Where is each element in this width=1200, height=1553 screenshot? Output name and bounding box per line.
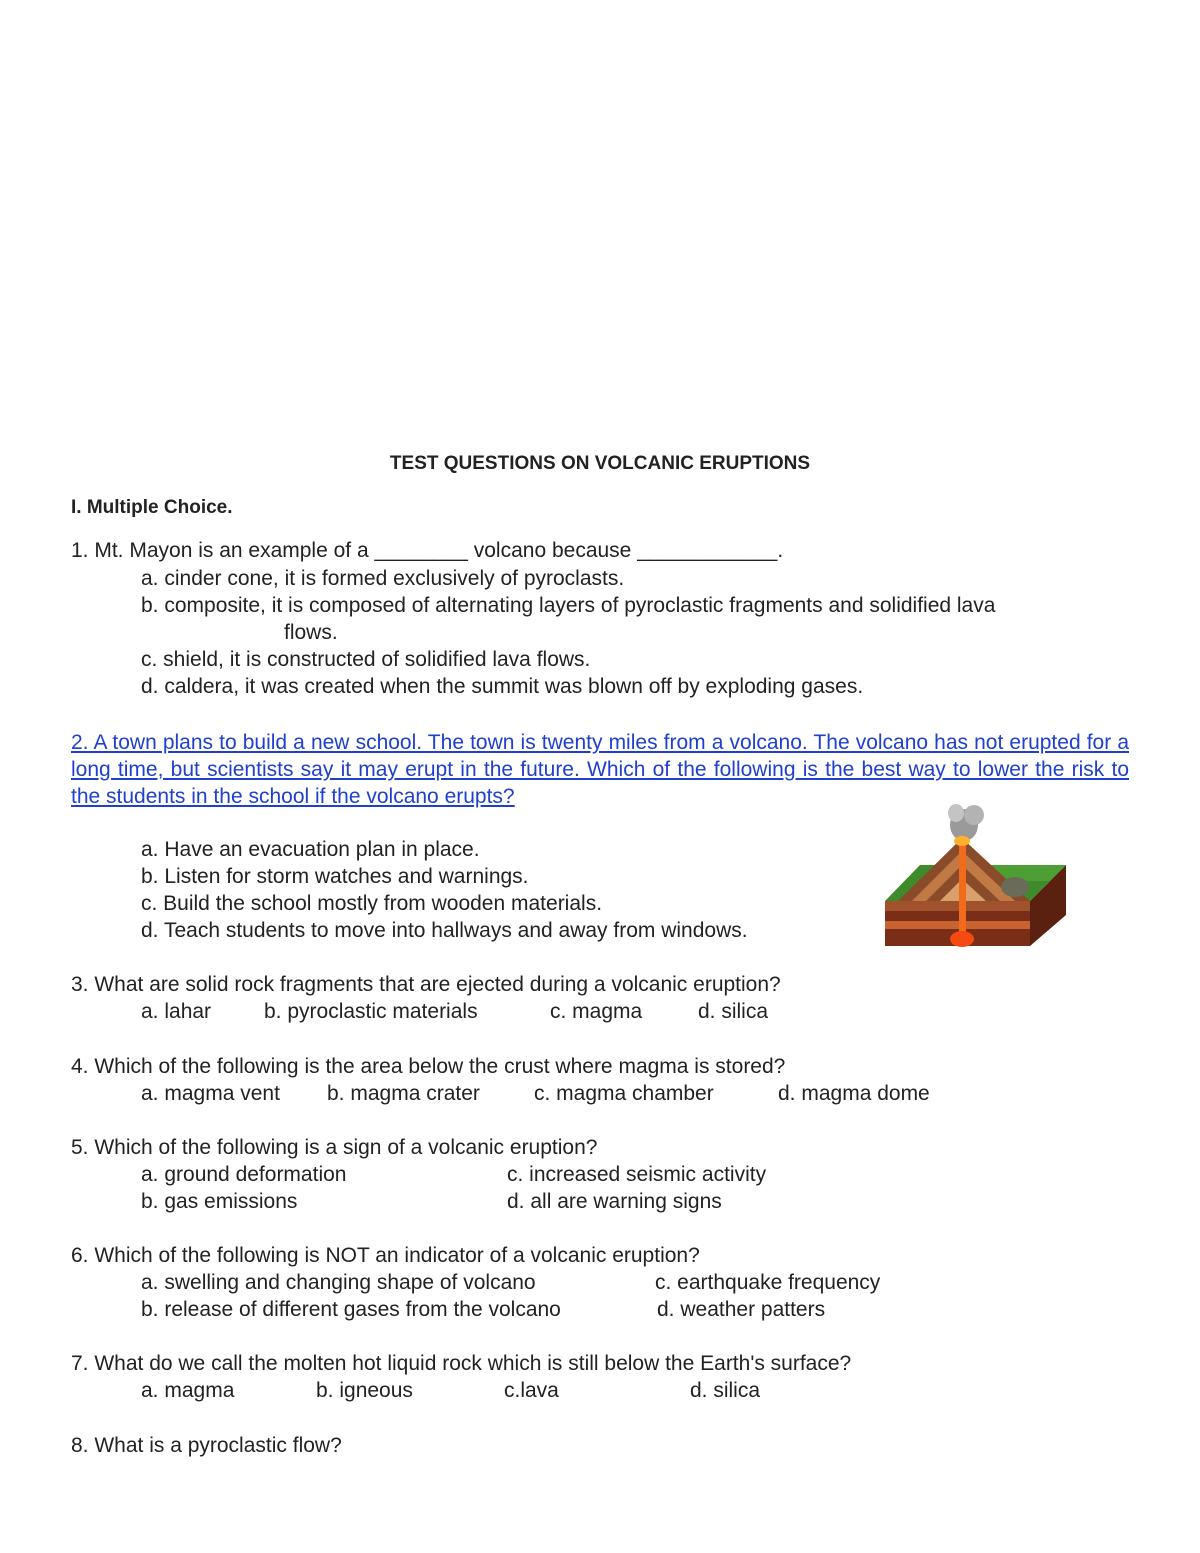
- question-4-option-d: d. magma dome: [778, 1082, 930, 1105]
- question-6-option-b: b. release of different gases from the volcano: [141, 1298, 561, 1321]
- question-4-option-a: a. magma vent: [141, 1082, 280, 1105]
- question-2-stem[interactable]: [71, 729, 1129, 810]
- question-1-option-d: d. caldera, it was created when the summit was blown off by exploding gases.: [141, 675, 864, 698]
- question-7-stem: 7. What do we call the molten hot liquid rock which is still below the Earth's surface?: [71, 1352, 852, 1375]
- question-5-option-d: d. all are warning signs: [507, 1190, 722, 1213]
- question-6-option-c: c. earthquake frequency: [655, 1271, 881, 1294]
- question-4-stem: 4. Which of the following is the area below the crust where magma is stored?: [71, 1055, 786, 1078]
- question-3-stem: 3. What are solid rock fragments that are ejected during a volcanic eruption?: [71, 973, 781, 996]
- question-6-option-a: a. swelling and changing shape of volcano: [141, 1271, 536, 1294]
- question-7-option-a: a. magma: [141, 1379, 235, 1402]
- question-3-option-a: a. lahar: [141, 1000, 212, 1023]
- question-2-link-text[interactable]: A town plans to build a new school. The town is twenty miles from a volcano. The volcano has not erupted for a long time, but scientists say it may erupt in the future. Which of the following is the best way to lower the risk to the students in the school if the volcano erupts?: [71, 731, 1129, 808]
- question-4-option-c: c. magma chamber: [534, 1082, 714, 1105]
- question-1-option-c: c. shield, it is constructed of solidified lava flows.: [141, 648, 591, 671]
- question-3-option-d: d. silica: [698, 1000, 769, 1023]
- question-2-number: 2.: [71, 731, 89, 754]
- question-7-option-d: d. silica: [690, 1379, 761, 1402]
- question-2-option-c: c. Build the school mostly from wooden materials.: [141, 892, 603, 915]
- section-heading: I. Multiple Choice.: [71, 497, 233, 518]
- question-1-option-b: b. composite, it is composed of alternating layers of pyroclastic fragments and solidified lava: [141, 594, 996, 617]
- question-1-stem: 1. Mt. Mayon is an example of a ________ volcano because ____________.: [71, 539, 784, 562]
- question-7-option-b: b. igneous: [316, 1379, 413, 1402]
- question-6-stem: 6. Which of the following is NOT an indicator of a volcanic eruption?: [71, 1244, 700, 1267]
- question-2-option-b: b. Listen for storm watches and warnings.: [141, 865, 529, 888]
- question-1-option-b-continued: flows.: [284, 621, 338, 644]
- question-2-option-d: d. Teach students to move into hallways and away from windows.: [141, 919, 748, 942]
- question-1-option-a: a. cinder cone, it is formed exclusively of pyroclasts.: [141, 567, 625, 590]
- volcano-cross-section-icon: [880, 803, 1070, 959]
- question-3-option-b: b. pyroclastic materials: [264, 1000, 478, 1023]
- question-7-option-c: c.lava: [504, 1379, 559, 1402]
- question-5-stem: 5. Which of the following is a sign of a volcanic eruption?: [71, 1136, 598, 1159]
- page-title: TEST QUESTIONS ON VOLCANIC ERUPTIONS: [389, 453, 811, 474]
- question-5-option-c: c. increased seismic activity: [507, 1163, 767, 1186]
- question-3-option-c: c. magma: [550, 1000, 643, 1023]
- question-5-option-b: b. gas emissions: [141, 1190, 298, 1213]
- question-4-option-b: b. magma crater: [327, 1082, 480, 1105]
- question-2-option-a: a. Have an evacuation plan in place.: [141, 838, 480, 861]
- question-6-option-d: d. weather patters: [657, 1298, 826, 1321]
- question-8-stem: 8. What is a pyroclastic flow?: [71, 1434, 342, 1457]
- question-5-option-a: a. ground deformation: [141, 1163, 347, 1186]
